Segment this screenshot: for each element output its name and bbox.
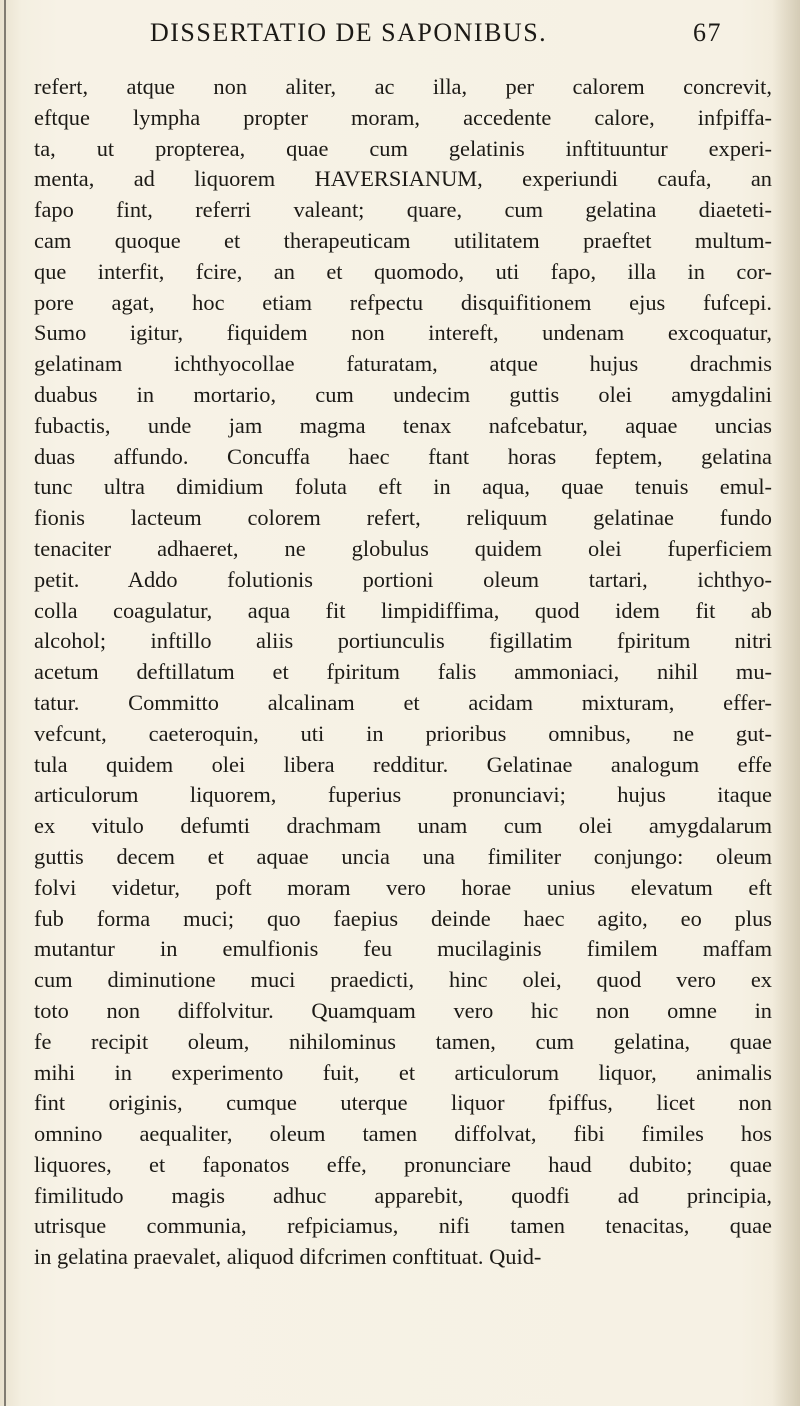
- text-line: menta, ad liquorem HAVERSIANUM, experiundi caufa, an: [34, 166, 772, 192]
- text-line: acetum deftillatum et fpiritum falis ammoniaci, nihil mu-: [34, 659, 772, 685]
- text-line: duas affundo. Concuffa haec ftant horas feptem, gelatina: [34, 443, 772, 469]
- body-text: [34, 72, 772, 1273]
- text-line: fimilitudo magis adhuc apparebit, quodfi ad principia,: [34, 1182, 772, 1208]
- running-title: DISSERTATIO DE SAPONIBUS.: [150, 18, 548, 47]
- text-line: mutantur in emulfionis feu mucilaginis fimilem maffam: [34, 936, 772, 962]
- text-line: colla coagulatur, aqua fit limpidiffima, quod idem fit ab: [34, 597, 772, 623]
- text-line: folvi videtur, poft moram vero horae unius elevatum eft: [34, 874, 772, 900]
- text-line: cum diminutione muci praedicti, hinc olei, quod vero ex: [34, 967, 772, 993]
- text-line: fionis lacteum colorem refert, reliquum gelatinae fundo: [34, 505, 772, 531]
- text-line: Sumo igitur, fiquidem non intereft, undenam excoquatur,: [34, 320, 772, 346]
- page-number: 67: [693, 18, 722, 47]
- text-line: cam quoque et therapeuticam utilitatem praeftet multum-: [34, 227, 772, 253]
- text-line: liquores, et faponatos effe, pronunciare haud dubito; quae: [34, 1151, 772, 1177]
- text-line: que interfit, fcire, an et quomodo, uti fapo, illa in cor-: [34, 258, 772, 284]
- text-line: tenaciter adhaeret, ne globulus quidem olei fuperficiem: [34, 535, 772, 561]
- text-line: vefcunt, caeteroquin, uti in prioribus omnibus, ne gut-: [34, 720, 772, 746]
- text-line: pore agat, hoc etiam refpectu disquifitionem ejus fufcepi.: [34, 289, 772, 315]
- page-right-edge-shadow: [772, 0, 800, 1406]
- page-gutter-edge: [4, 0, 6, 1406]
- text-line: petit. Addo folutionis portioni oleum tartari, ichthyo-: [34, 566, 772, 592]
- text-line: fe recipit oleum, nihilominus tamen, cum gelatina, quae: [34, 1028, 772, 1054]
- running-header: [150, 18, 722, 58]
- text-line: fubactis, unde jam magma tenax nafcebatur, aquae uncias: [34, 412, 772, 438]
- text-line: articulorum liquorem, fuperius pronunciavi; hujus itaque: [34, 782, 772, 808]
- text-line: toto non diffolvitur. Quamquam vero hic non omne in: [34, 997, 772, 1023]
- text-line: alcohol; inftillo aliis portiunculis figillatim fpiritum nitri: [34, 628, 772, 654]
- text-line: fapo fint, referri valeant; quare, cum gelatina diaeteti-: [34, 197, 772, 223]
- text-line: tunc ultra dimidium foluta eft in aqua, quae tenuis emul-: [34, 474, 772, 500]
- text-line: utrisque communia, refpiciamus, nifi tamen tenacitas, quae: [34, 1213, 772, 1239]
- text-line: gelatinam ichthyocollae faturatam, atque hujus drachmis: [34, 351, 772, 377]
- text-line: fint originis, cumque uterque liquor fpiffus, licet non: [34, 1090, 772, 1116]
- text-line: omnino aequaliter, oleum tamen diffolvat, fibi fimiles hos: [34, 1121, 772, 1147]
- text-line: duabus in mortario, cum undecim guttis olei amygdalini: [34, 381, 772, 407]
- text-line: refert, atque non aliter, ac illa, per calorem concrevit,: [34, 74, 772, 99]
- text-line: in gelatina praevalet, aliquod difcrimen conftituat. Quid-: [34, 1244, 542, 1270]
- text-line: guttis decem et aquae uncia una fimiliter conjungo: oleum: [34, 843, 772, 869]
- text-line: tatur. Committo alcalinam et acidam mixturam, effer-: [34, 689, 772, 715]
- text-line: tula quidem olei libera redditur. Gelatinae analogum effe: [34, 751, 772, 777]
- text-line: mihi in experimento fuit, et articulorum liquor, animalis: [34, 1059, 772, 1085]
- text-line: ta, ut propterea, quae cum gelatinis inftituuntur experi-: [34, 135, 772, 161]
- text-line: fub forma muci; quo faepius deinde haec agito, eo plus: [34, 905, 772, 931]
- text-line: ex vitulo defumti drachmam unam cum olei amygdalarum: [34, 813, 772, 839]
- text-line: eftque lympha propter moram, accedente calore, infpiffa-: [34, 104, 772, 130]
